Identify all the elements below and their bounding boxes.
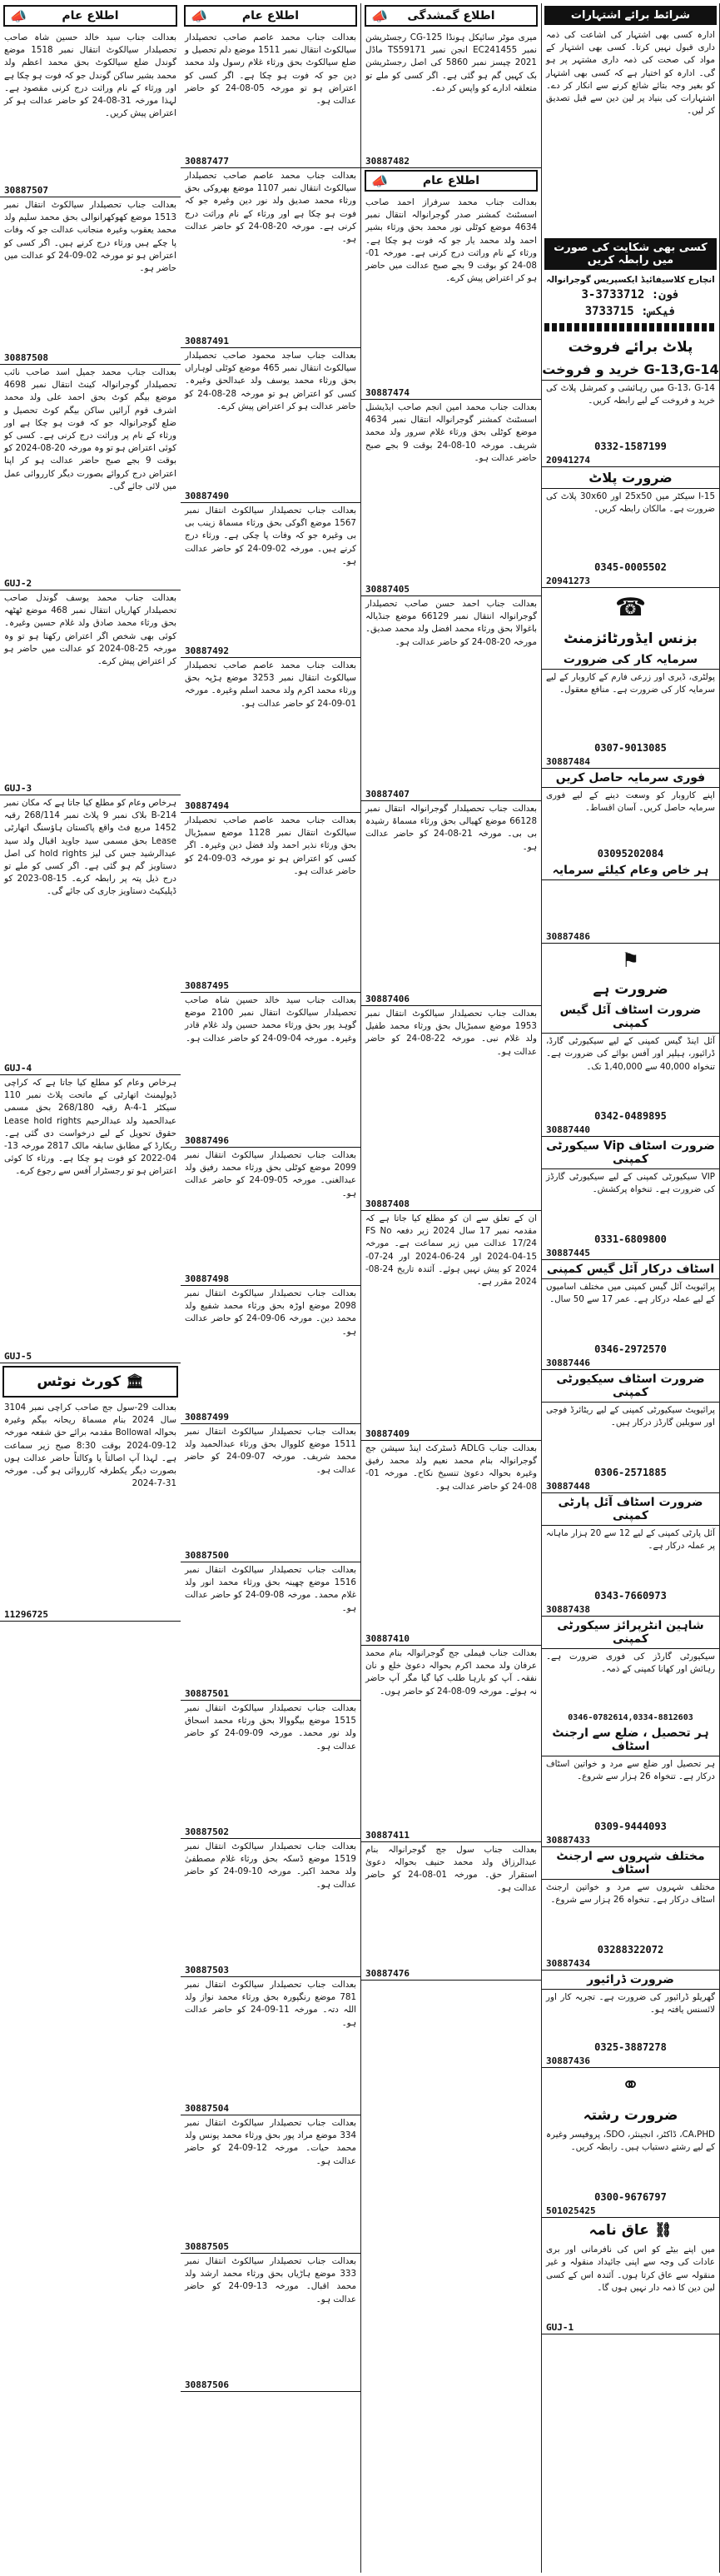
complaint-phone: فون: 3733712-3 <box>581 288 680 302</box>
notice-code: 30887474 <box>361 386 541 400</box>
complaint-title: کسی بھی شکایت کی صورت میں رابطہ کریں <box>544 238 717 270</box>
notice-text: ہرخاص وعام کو مطلع کیا جاتا ہے کہ کراچی ڈیولپمنٹ اتھارٹی کے ماتحت پلاٹ نمبر 110 سیکٹر A-4-1 رقبہ 268/180 بحق مسمی عبدالحمید ولد عبدالرحیم Lease hold rights حقوق تحویل کے لیے درخواست دی گئی ہے۔ ریکارڈ کے مطابق سابقہ مالک 2817 مورخہ 13-04-2022 کو فوت ہو چکا ہے۔ ورثاء کا کوئی اعتراض ہو تو رجسٹرار آفس سے رجوع کرے۔ <box>4 1078 177 1177</box>
vip-code: 30887445 <box>542 1247 719 1260</box>
court-notice-text: بعدالت 29-سول جج صاحب کراچی نمبر 3104 سال 2024 بنام مسماۃ ریحانہ بیگم وغیرہ بحوالہ Bollowal مقدمہ برائے حق شفعہ مورخہ 12-09-2024 بوقت 8:30 صبح زیر سماعت ہے۔ لہذا آپ اصالتاً یا وکالتاً حاضر عدالت ہوں بصورت دیگر یکطرفہ کارروائی ہو گی۔ مورخہ 31-7-2024 <box>4 1403 177 1489</box>
afs-code: 30887438 <box>542 1603 719 1617</box>
col1-header-label: اطلاع عام <box>62 9 119 22</box>
rishta-phone: 0300-9676797 <box>594 2191 667 2204</box>
notice-code: GUJ-4 <box>0 1062 181 1075</box>
aagas-heading: اسٹاف درکار آئل گیس کمپنی <box>542 1260 719 1279</box>
notice-list <box>0 30 181 1363</box>
notice-code: 30887411 <box>361 1829 541 1842</box>
notice-text: بعدالت جناب تحصیلدار سیالکوٹ انتقال نمبر 1515 موضع بیگووالا بحق ورثاء محمد اسحاق ولد نور محمد۔ مورخہ 09-09-24 کو حاضر عدالت ہو۔ <box>185 1703 356 1751</box>
security-heading: ضرورت اسٹاف سیکیورٹی کمپنی <box>542 1370 719 1403</box>
notice-text: بعدالت جناب تحصیلدار سیالکوٹ انتقال نمبر 334 موضع مراد پور بحق ورثاء محمد یونس ولد محمد حیات۔ مورخہ 12-09-24 کو حاضر عدالت ہو۔ <box>185 2118 356 2166</box>
notice-text: بعدالت جناب فیملی جج گوجرانوالہ بنام محمد عرفان ولد محمد اکرم بحوالہ دعویٰ خلع و نان نفقہ۔ آپ کو بارہا طلب کیا گیا مگر آپ حاضر نہ ہوئے۔ مورخہ 09-08-24 کو حاضر ہوں۔ <box>365 1648 537 1697</box>
notice-code: 30887408 <box>361 1198 541 1211</box>
chain-icon: ⛓ <box>648 2222 673 2240</box>
buy-sell-phone: 0332-1587199 <box>594 441 667 453</box>
quick-capital-phone: 03095202084 <box>597 848 664 860</box>
column-lost-and-notices <box>361 3 542 2573</box>
notice-text: ہرخاص وعام کو مطلع کیا جاتا ہے کہ مکان نمبر B-214 بلاک نمبر 9 پلاٹ نمبر 268/114 رقبہ 1452 مربع فٹ واقع پاکستان ہاؤسنگ اتھارٹی Lease بحق مسمی سید جاوید اقبال ولد سید عبدالرشید جس کی لیز hold rights کی اصل دستاویز گم ہو گئی ہے۔ اگر کسی کو ملے تو درج ذیل پتہ پر رابطہ کرے۔ 15-08-2023 کو ڈپلیکیٹ دستاویز جاری کی جائے گی۔ <box>4 798 176 897</box>
notice-code: 30887495 <box>181 979 360 993</box>
notice-text: بعدالت جناب تحصیلدار سیالکوٹ انتقال نمبر 1513 موضع کھوکھرانوالی بحق محمد سلیم ولد محمد یعقوب وغیرہ منجانب عدالت جو کہ وفات پا چکے ہیں ورثاء درج کرنے ہیں۔ اگر کسی کو اعتراض ہو تو مورخہ 02-09-24 کو عدالت میں حاضر ہو۔ <box>4 200 176 274</box>
notice-code: 30887503 <box>181 1964 360 1977</box>
notice-code: 30887502 <box>181 1826 360 1839</box>
cities-phone: 03288322072 <box>597 1944 664 1956</box>
lost-header-label: اطلاع گمشدگی <box>407 9 495 22</box>
complaint-text: انچارج کلاسیفائیڈ ایکسپریس گوجرانوالہ <box>546 275 715 285</box>
notice-text: بعدالت جناب محمد عاصم صاحب تحصیلدار سیالکوٹ انتقال نمبر 1107 موضع بھروکی بحق ورثاء محمد صدیق ولد نور دین وغیرہ جو کہ فوت ہو چکا ہے اور ورثاء کے نام وراثت درج کرنی ہے۔ مورخہ 20-08-24 کو حاضر عدالت ہو۔ <box>185 171 356 245</box>
notice-text: بعدالت جناب احمد حسن صاحب تحصیلدار گوجرانوالہ انتقال نمبر 66129 موضع جنڈیالہ باغوالا بحق ورثاء محمد افضل ولد محمد صدیق۔ مورخہ 20-08-24 کو حاضر عدالت ہو۔ <box>365 599 537 647</box>
court-notice-box <box>2 1366 178 1398</box>
vip-heading: ضرورت اسٹاف Vip سیکورٹی کمپنی <box>542 1137 719 1169</box>
investor-code: 30887484 <box>542 755 719 769</box>
cities-text: مختلف شہروں سے مرد و خواتین ارجنٹ اسٹاف درکار ہے۔ تنخواہ 26 ہزار سے شروع۔ <box>546 1882 715 1906</box>
security-phone: 0306-2571885 <box>594 1467 667 1479</box>
notice-text: بعدالت جناب محمد امین انجم صاحب ایڈیشنل اسسٹنٹ کمشنر گوجرانوالہ انتقال نمبر 4634 موضع کوٹلی بحق ورثاء غلام سرور ولد محمد شریف۔ مورخہ 10-08-24 بوقت 9 بجے صبح حاضر عدالت ہو۔ <box>365 402 537 463</box>
notice-code: 30887501 <box>181 1687 360 1701</box>
shaheen-text: سیکیورٹی گارڈز کی فوری ضرورت ہے۔ رہائش اور کھانا کمپنی کے ذمہ۔ <box>546 1652 715 1675</box>
notice-text: بعدالت جناب تحصیلدار سیالکوٹ انتقال نمبر 1953 موضع سمبڑیال بحق ورثاء محمد طفیل ولد غلام نبی۔ مورخہ 22-08-24 کو حاضر عدالت ہو۔ <box>365 1009 537 1057</box>
notice-code: 30887499 <box>181 1411 360 1424</box>
tehsil-text: ہر تحصیل اور ضلع سے مرد و خواتین اسٹاف درکار ہے۔ تنخواہ 26 ہزار سے شروع۔ <box>546 1759 715 1782</box>
notice-list <box>181 30 360 2392</box>
wanted-icon: ⚑ <box>621 949 640 973</box>
notice-text: بعدالت جناب تحصیلدار سیالکوٹ انتقال نمبر 1516 موضع چھینہ بحق ورثاء محمد انور ولد غلام محمد۔ مورخہ 08-09-24 کو حاضر عدالت ہو۔ <box>185 1565 356 1613</box>
megaphone-icon: 📣 <box>191 8 207 24</box>
notice-text: بعدالت جناب تحصیلدار سیالکوٹ انتقال نمبر 1511 موضع کلووال بحق ورثاء عبدالحمید ولد محمد شریف۔ مورخہ 07-09-24 کو حاضر عدالت ہو۔ <box>185 1427 356 1475</box>
column-notices-2 <box>181 3 361 2573</box>
shaheen-heading: شاہین انٹرپرائز سیکورٹی کمپنی <box>542 1617 719 1649</box>
notice-code: GUJ-3 <box>0 782 181 795</box>
notice-text: بعدالت جناب سید خالد حسین شاہ صاحب تحصیلدار سیالکوٹ انتقال نمبر 2100 موضع گوہد پور بحق ورثاء محمد حسین ولد غلام قادر وغیرہ۔ مورخہ 04-09-24 کو حاضر عدالت ہو۔ <box>185 995 356 1044</box>
rishta-heading: ضرورت رشتہ <box>583 2107 678 2125</box>
notice-text: بعدالت جناب تحصیلدار سیالکوٹ انتقال نمبر 333 موضع ہاڑیاں بحق ورثاء محمد ارشد ولد محمد اقبال۔ مورخہ 13-09-24 کو حاضر عدالت ہو۔ <box>185 2256 356 2304</box>
aaq-text: میں اپنے بیٹے کو اس کی نافرمانی اور بری عادات کی وجہ سے اپنی جائیداد منقولہ و غیر منقولہ سے عاق کرتا ہوں۔ آئندہ اس کے کسی لین دین کا ذمہ دار نہیں ہوں گا۔ <box>546 2245 715 2293</box>
notice-code: 30887506 <box>181 2379 360 2392</box>
driver-text: گھریلو ڈرائیور کی ضرورت ہے۔ تجربہ کار اور لائسنس یافتہ ہو۔ <box>546 1992 715 2015</box>
notice-code: 30887504 <box>181 2102 360 2115</box>
notice-text: بعدالت جناب محمد عاصم صاحب تحصیلدار سیالکوٹ انتقال نمبر 3253 موضع ہڑپہ بحق ورثاء محمد اکرم ولد محمد اسلم وغیرہ۔ مورخہ 01-09-24 کو حاضر عدالت ہو۔ <box>185 660 357 709</box>
aagas-phone: 0346-2972570 <box>594 1343 667 1356</box>
cities-code: 30887434 <box>542 1957 719 1971</box>
investor-text: پولٹری، ڈیری اور زرعی فارم کے کاروبار کے لیے سرمایہ کار کی ضرورت ہے۔ منافع معقول۔ <box>546 672 715 695</box>
tehsil-heading: ہر تحصیل ، ضلع سے ارجنٹ اسٹاف <box>542 1724 719 1756</box>
notice-text: بعدالت جناب تحصیلدار سیالکوٹ انتقال نمبر 1567 موضع اگوکی بحق ورثاء مسماۃ زینب بی بی وغیرہ جو کہ وفات پا چکی ہے۔ ورثاء درج کرنے ہیں۔ مورخہ 02-09-24 کو حاضر عدالت ہو۔ <box>185 506 356 566</box>
buy-sell-heading: G-13,G-14 خرید و فروخت <box>542 359 719 381</box>
security-text: پرائیویٹ سیکیورٹی کمپنی کے لیے ریٹائرڈ فوجی اور سویلین گارڈز درکار ہیں۔ <box>546 1405 715 1428</box>
court-notice-title-label: کورٹ نوٹس <box>37 1373 122 1390</box>
lost-notice-code: 30887482 <box>361 155 541 168</box>
notice-text: بعدالت جناب تحصیلدار سیالکوٹ انتقال نمبر 781 موضع رنگپورہ بحق ورثاء محمد نواز ولد اللہ دتہ۔ مورخہ 11-09-24 کو حاضر عدالت ہو۔ <box>185 1980 356 2028</box>
notice-text: بعدالت جناب تحصیلدار سیالکوٹ انتقال نمبر 2098 موضع اوڑہ بحق ورثاء محمد شفیع ولد محمد دین۔ مورخہ 06-09-24 کو حاضر عدالت ہو۔ <box>185 1288 356 1337</box>
need-plot-code: 20941273 <box>542 575 719 588</box>
rishta-icon: ⚭ <box>621 2073 640 2099</box>
notice-code: 30887406 <box>361 993 541 1006</box>
business-icon: ☎ <box>614 593 647 623</box>
megaphone-icon: 📣 <box>10 8 27 24</box>
notice-code: 30887492 <box>181 645 360 658</box>
notice-code: 30887490 <box>181 490 360 503</box>
notice-text: بعدالت جناب سول جج گوجرانوالہ بنام عبدالرزاق ولد محمد حنیف بحوالہ دعویٰ استقرار حق۔ مورخہ 01-08-24 کو حاضر عدالت ہو۔ <box>365 1845 537 1893</box>
notice-code: 30887410 <box>361 1632 541 1646</box>
col2-header-label: اطلاع عام <box>241 9 300 22</box>
notice-text: بعدالت جناب تحصیلدار سیالکوٹ انتقال نمبر 2099 موضع کوٹلی بحق ورثاء محمد رفیق ولد عبدالغنی۔ مورخہ 05-09-24 کو حاضر عدالت ہو۔ <box>185 1150 356 1198</box>
notice-text: بعدالت جناب محمد جمیل اسد صاحب نائب تحصیلدار گوجرانوالہ کینٹ انتقال نمبر 4698 موضع بیگم کوٹ بحق احمد علی ولد محمد اشرف قوم آرائیں ساکن بیگم کوٹ تحصیل و ضلع گوجرانوالہ جو کہ فوت ہو چکا ہے اور ورثاء کے نام پر وراثت درج کرنی ہے۔ کسی کو کوئی اعتراض ہو تو وہ مورخہ 20-08-2024 کو بوقت 9 بجے صبح حاضر عدالت ہو کر اپنا اعتراض درج کروائے بصورت دیگر کارروائی عمل میں لائی جائے گی۔ <box>4 367 176 491</box>
notice-header-label: اطلاع عام <box>422 174 480 187</box>
notice-code: 30887508 <box>0 351 181 365</box>
aagas-text: پرائیویٹ آئل گیس کمپنی میں مختلف اسامیوں کے لیے عملہ درکار ہے۔ عمر 17 سے 50 سال۔ <box>546 1282 715 1305</box>
notice-code: 30887476 <box>361 1967 541 1981</box>
column-terms-and-classifieds <box>542 3 720 2573</box>
rishta-code: 501025425 <box>542 2205 719 2218</box>
notice-text: بعدالت جناب محمد عاصم صاحب تحصیلدار سیالکوٹ انتقال نمبر 1511 موضع دلم تحصیل و ضلع سیالکوٹ بحق ورثاء غلام رسول ولد محمد دین جو کہ فوت ہو چکا ہے۔ اگر کسی کو اعتراض ہو تو مورخہ 05-08-24 کو حاضر عدالت ہو۔ <box>185 32 357 107</box>
court-notice-title <box>7 1370 174 1393</box>
megaphone-icon: 📣 <box>371 8 388 24</box>
buy-sell-text: G-13، G-14 میں رہائشی و کمرشل پلاٹ کی خرید و فروخت کے لیے رابطہ کریں۔ <box>546 383 715 406</box>
public-notice-body <box>542 880 719 930</box>
driver-code: 30887436 <box>542 2055 719 2068</box>
need-plot-phone: 0345-0005502 <box>594 561 667 574</box>
need-plot-heading: ضرورت پلاٹ <box>542 467 719 489</box>
notice-header <box>365 170 538 192</box>
wanted-heading: ضرورت ہے <box>593 981 668 999</box>
buy-sell-code: 20941274 <box>542 454 719 467</box>
lost-notice-text: میری موٹر سائیکل ہونڈا CG-125 رجسٹریشن نمبر EC241455 انجن نمبر TS59171 ماڈل 2021 چیسز نمبر 5860 کی اصل رجسٹریشن بک کہیں گم ہو گئی ہے۔ اگر کسی کو ملے تو متعلقہ ادارے کو واپس کر دے۔ <box>365 32 537 93</box>
investor-heading: سرمایہ کار کی ضرورت <box>542 650 719 670</box>
notice-code: GUJ-2 <box>0 577 181 590</box>
notice-list <box>361 195 541 1981</box>
driver-phone: 0325-3887278 <box>594 2041 667 2054</box>
notice-code: 30887507 <box>0 184 181 197</box>
complaint-fax: فیکس: 3733715 <box>584 305 677 319</box>
notice-code: 30887477 <box>181 155 360 168</box>
notice-text: بعدالت جناب سید خالد حسین شاہ صاحب تحصیلدار سیالکوٹ انتقال نمبر 1518 موضع گوندل ضلع سیالکوٹ بحق محمد اعظم ولد محمد بشیر ساکن گوندل جو کہ فوت ہو چکا ہے اور ورثاء کے نام وراثت درج کرنی مقصود ہے۔ لہذا مورخہ 31-08-24 کو حاضر عدالت ہو کر اعتراض پیش کریں۔ <box>4 32 176 119</box>
court-icon: 🏛 <box>121 1373 144 1390</box>
notice-code: GUJ-5 <box>0 1350 181 1363</box>
aaq-heading <box>542 2218 719 2242</box>
tehsil-phone: 0309-9444093 <box>594 1821 667 1833</box>
megaphone-icon: 📣 <box>371 173 388 189</box>
staff-gas-phone: 0342-0489895 <box>594 1110 667 1123</box>
afs-heading: ضرورت اسٹاف آئل پارٹی کمپنی <box>542 1493 719 1526</box>
vip-text: VIP سیکیورٹی کمپنی کے لیے سیکیورٹی گارڈز کی ضرورت ہے۔ تنخواہ پرکشش۔ <box>546 1172 715 1195</box>
notice-code: 30887498 <box>181 1273 360 1286</box>
notice-code: 30887505 <box>181 2240 360 2254</box>
staff-gas-text: آئل اینڈ گیس کمپنی کے لیے سیکیورٹی گارڈ، ڈرائیور، ہیلپر اور آفس بوائے کی ضرورت ہے۔ تنخواہ 40,000 سے 1,40,000 تک۔ <box>546 1036 715 1072</box>
shaheen-phone: 0346-0782614,0334-8812603 <box>568 1713 693 1723</box>
security-code: 30887448 <box>542 1480 719 1493</box>
notice-code: 30887500 <box>181 1549 360 1562</box>
investor-phone: 0307-9013085 <box>594 742 667 755</box>
notice-text: بعدالت جناب ADLG ڈسٹرکٹ اینڈ سیشن جج گوجرانوالہ بنام محمد نعیم ولد محمد رفیق وغیرہ بحوالہ دعویٰ تنسیخ نکاح۔ مورخہ 01-08-24 کو حاضر عدالت ہو۔ <box>365 1443 537 1492</box>
col2-header <box>184 5 357 27</box>
notice-text: بعدالت جناب ساجد محمود صاحب تحصیلدار سیالکوٹ انتقال نمبر 465 موضع کوٹلی لوہاراں بحق ورثاء محمد یوسف ولد عبدالحق وغیرہ۔ کسی کو اعتراض ہو تو مورخہ 28-08-24 کو حاضر عدالت ہو کر اعتراض پیش کرے۔ <box>185 351 356 411</box>
aaq-code: GUJ-1 <box>542 2321 719 2334</box>
business-heading: بزنس ایڈورٹائزمنٹ <box>564 630 698 648</box>
notice-code: 30887409 <box>361 1428 541 1441</box>
cities-heading: مختلف شہروں سے ارجنٹ اسٹاف <box>542 1847 719 1880</box>
col1-header <box>3 5 177 27</box>
notice-code: 30887496 <box>181 1134 360 1148</box>
notice-code: 30887494 <box>181 800 360 813</box>
notice-code: 30887405 <box>361 583 541 596</box>
afs-text: آئل پارٹی کمپنی کے لیے 12 سے 20 ہزار ماہانہ پر عملہ درکار ہے۔ <box>546 1528 715 1552</box>
notice-text: بعدالت جناب محمد سرفراز احمد صاحب اسسٹنٹ کمشنر صدر گوجرانوالہ انتقال نمبر 4634 موضع کوٹلی نور محمد بحق ورثاء بشیر احمد ولد محمد یار جو کہ فوت ہو چکا ہے۔ ورثاء کے نام وراثت درج کرنی ہے۔ مورخہ 01-08-24 کو بوقت 9 بجے صبح عدالت میں حاضر ہو کر اعتراض پیش کرے۔ <box>365 197 537 284</box>
notice-code: 30887491 <box>181 335 360 348</box>
driver-heading: ضرورت ڈرائیور <box>542 1971 719 1990</box>
afs-phone: 0343-7660973 <box>594 1590 667 1602</box>
public-notice-code: 30887486 <box>542 930 719 944</box>
quick-capital-heading: فوری سرمایہ حاصل کریں <box>542 769 719 788</box>
court-notice-code: 11296725 <box>0 1608 181 1622</box>
notice-code: 30887407 <box>361 788 541 801</box>
column-notices-1 <box>0 3 181 2573</box>
terms-text: ادارہ کسی بھی اشتہار کی اشاعت کی ذمہ داری قبول نہیں کرتا۔ کسی بھی اشتہار کے مواد کی صحت کی ذمہ داری مشتہر پر ہو گی۔ ادارہ کو اختیار ہے کہ کسی بھی اشتہار کو بغیر وجہ بتائے شائع کرنے سے انکار کر دے۔ اشتہارات کی بنیاد پر لین دین سے قبل تصدیق کر لیں۔ <box>546 30 715 117</box>
tehsil-code: 30887433 <box>542 1834 719 1847</box>
notice-text: ان کے تعلق سے ان کو مطلع کیا جاتا ہے کہ مقدمہ نمبر 17 سال 2024 زیر دفعہ FS No 17/24 عدالت میں زیر سماعت ہے۔ مورخہ 15-04-2024 اور 24-06-2024 اور 24-07-2024 کو پیش نہیں ہوئے۔ آئندہ تاریخ 24-08-2024 مقرر ہے۔ <box>365 1213 537 1288</box>
notice-text: بعدالت جناب محمد یوسف گوندل صاحب تحصیلدار کھاریاں انتقال نمبر 468 موضع ٹھٹھہ بحق ورثاء محمد صادق ولد غلام حسین وغیرہ۔ کوئی بھی شخص اگر اعتراض رکھتا ہو تو وہ مورخہ 25-08-2024 کو عدالت میں حاضر ہو کر اعتراض پیش کرے۔ <box>4 593 176 667</box>
terms-title: شرائط برائے اشتہارات <box>544 6 717 25</box>
aagas-code: 30887446 <box>542 1357 719 1370</box>
notice-text: بعدالت جناب محمد عاصم صاحب تحصیلدار سیالکوٹ انتقال نمبر 1128 موضع سمبڑیال بحق ورثاء نذیر احمد ولد فضل دین وغیرہ۔ اگر کسی کو اعتراض ہو تو مورخہ 03-09-24 کو حاضر عدالت ہو۔ <box>185 815 356 876</box>
quick-capital-text: اپنے کاروبار کو وسعت دینے کے لیے فوری سرمایہ حاصل کریں۔ آسان اقساط۔ <box>546 790 715 814</box>
vip-phone: 0331-6809800 <box>594 1233 667 1246</box>
public-notice-heading: ہر خاص وعام کیلئے سرمایہ <box>542 861 719 880</box>
rishta-text: CA،PHD، ڈاکٹر، انجینئر، SDO، پروفیسر وغیرہ کے لیے رشتے دستیاب ہیں۔ رابطہ کریں۔ <box>546 2130 715 2153</box>
aaq-title: عاق نامہ <box>588 2222 649 2240</box>
staff-gas-heading: ضرورت اسٹاف آئل گیس کمپنی <box>542 1001 719 1034</box>
lost-header <box>365 5 538 27</box>
need-plot-text: I-15 سیکٹر میں 25x50 اور 30x60 پلاٹ کی ضرورت ہے۔ مالکان رابطہ کریں۔ <box>546 491 715 515</box>
plots-sale-heading: پلاٹ برائے فروخت <box>568 339 693 356</box>
notice-text: بعدالت جناب تحصیلدار سیالکوٹ انتقال نمبر 1519 موضع ڈسکہ بحق ورثاء غلام مصطفیٰ ولد محمد اکبر۔ مورخہ 10-09-24 کو حاضر عدالت ہو۔ <box>185 1841 357 1890</box>
notice-text: بعدالت جناب تحصیلدار گوجرانوالہ انتقال نمبر 66128 موضع کھیالی بحق ورثاء مسماۃ رشیدہ بی بی۔ مورخہ 21-08-24 کو حاضر عدالت ہو۔ <box>365 804 537 852</box>
divider <box>544 323 717 331</box>
staff-gas-code: 30887440 <box>542 1124 719 1137</box>
